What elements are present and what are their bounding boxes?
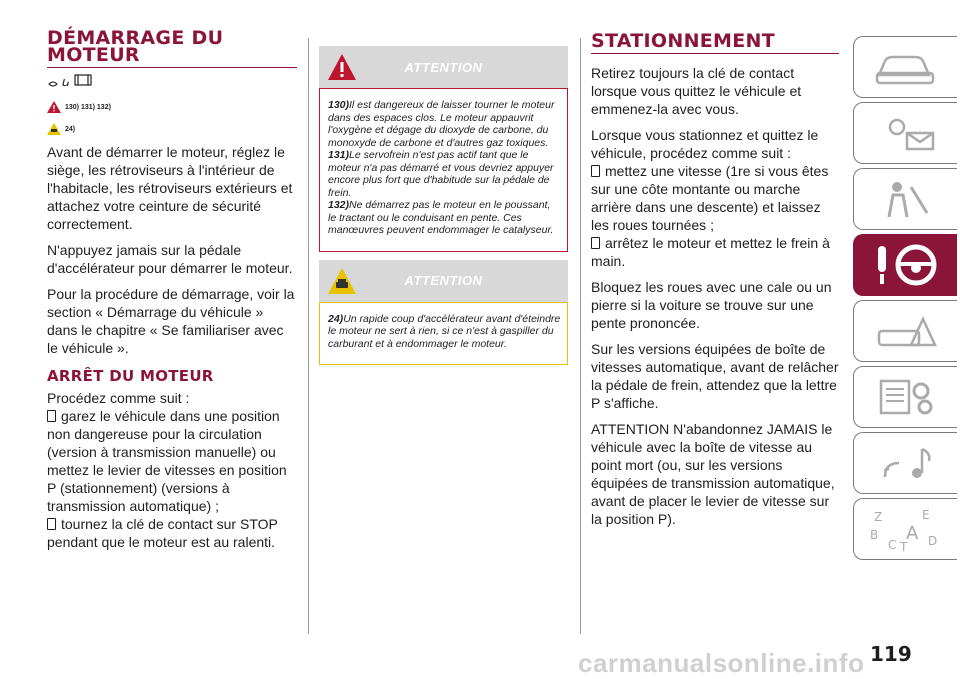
section-title-demarrage: DÉMARRAGE DU MOTEUR (47, 27, 224, 66)
svg-text:ꭎ: ꭎ (61, 75, 70, 90)
warning-lights-icon (871, 111, 941, 155)
title-rule (47, 67, 297, 68)
paragraph: Procédez comme suit : (47, 390, 190, 406)
tab-safety[interactable] (853, 168, 957, 230)
warning-item: 131)Le servofrein n'est pas actif tant que le moteur n'a pas démarré et vous devriez appuyer encore plus fort que d'habitude sur la pédale de frein. (328, 149, 554, 199)
column-warnings (319, 46, 568, 365)
car-icon (871, 45, 941, 89)
paragraph: ATTENTION N'abandonnez JAMAIS le véhicule avec la boîte de vitesse au point mort (ou, sur les versions équipées de transmission automatique, avant de placer le levier de vitesse sur la position P). (591, 421, 835, 527)
tab-maintenance[interactable] (853, 366, 957, 428)
svg-text:B: B (869, 528, 878, 542)
airbag-seat-icon (871, 177, 941, 221)
checkbox-bullet-icon (47, 410, 56, 422)
checkbox-bullet-icon (591, 237, 600, 249)
footer-watermark: carmanualsonline.info (578, 648, 865, 678)
tab-index[interactable] (853, 498, 957, 560)
caution-box (319, 302, 568, 366)
column-divider (580, 38, 581, 634)
subsection-title-arret: ARRÊT DU MOTEUR (47, 367, 214, 385)
svg-text:C: C (887, 538, 896, 552)
multimedia-icon (871, 441, 941, 485)
caution-refs: 24) (47, 123, 297, 135)
breakdown-icon (871, 309, 941, 353)
tab-emergency[interactable] (853, 300, 957, 362)
warning-item: 130)Il est dangereux de laisser tourner le moteur dans des espaces clos. Le moteur appauvrit l'oxygène et dégage du dioxyde de carbone, du monoxyde de carbone et d'autres gaz toxiques. (328, 99, 555, 149)
paragraph: Avant de démarrer le moteur, réglez le siège, les rétroviseurs à l'intérieur de l'habitacle, les rétroviseurs extérieurs et attachez votre ceinture de sécurité correctement. (47, 144, 293, 232)
page-number: 119 (870, 642, 912, 666)
section-title-stationnement: STATIONNEMENT (591, 30, 776, 52)
checkbox-bullet-icon (47, 518, 56, 530)
column-stationnement (591, 30, 839, 536)
key-steering-wheel-icon (866, 240, 946, 290)
gasoline-symbol-icon (47, 72, 297, 95)
paragraph: Pour la procédure de démarrage, voir la section « Démarrage du véhicule » dans le chapitre « Se familiariser avec le véhicule ». (47, 286, 295, 356)
caution-car-icon (327, 267, 357, 295)
paragraph: Lorsque vous stationnez et quittez le véhicule, procédez comme suit : (591, 127, 819, 161)
svg-text:E: E (921, 508, 930, 522)
tab-starting-driving[interactable] (853, 234, 957, 296)
svg-text:T: T (899, 540, 907, 553)
warning-triangle-icon (327, 53, 357, 81)
index-letters-icon (866, 505, 946, 553)
list-item: tournez la clé de contact sur STOP pendant que le moteur est au ralenti. (47, 516, 278, 550)
column-divider (308, 38, 309, 634)
warning-item: 132)Ne démarrez pas le moteur en le poussant, le tractant ou le conduisant en pente. Ces manœuvres peuvent endommager le catalyseur. (328, 199, 554, 236)
tab-multimedia[interactable] (853, 432, 957, 494)
caution-item: 24)Un rapide coup d'accélérateur avant d'éteindre le moteur ne sert à rien, si ce n'est à gaspiller du carburant et à endommager le moteur. (328, 312, 561, 350)
paragraph: N'appuyez jamais sur la pédale d'accélérateur pour démarrer le moteur. (47, 242, 293, 276)
svg-text:A: A (905, 523, 918, 544)
checkbox-bullet-icon (591, 165, 600, 177)
warning-refs: 130) 131) 132) (47, 101, 297, 113)
list-item: garez le véhicule dans une position non dangereuse pour la circulation (version à transmission manuelle) ou mettez le levier de vitesses en position P (stationnement) (versions à transmission automatique) ; (47, 408, 287, 514)
svg-text:Z: Z (873, 510, 882, 524)
warning-header: ATTENTION (319, 46, 568, 88)
list-item: arrêtez le moteur et mettez le frein à main. (591, 235, 830, 269)
caution-car-icon (47, 123, 61, 135)
tab-warning-lights[interactable] (853, 102, 957, 164)
paragraph: Bloquez les roues avec une cale ou un pierre si la voiture se trouve sur une pente prononcée. (591, 279, 832, 331)
paragraph: Retirez toujours la clé de contact lorsque vous quittez le véhicule et emmenez-la avec vous. (591, 65, 802, 117)
svg-text:D: D (927, 534, 937, 548)
column-demarrage (47, 27, 297, 551)
paragraph: Sur les versions équipées de boîte de vitesses automatique, avant de relâcher la pédale de frein, attendez que la lettre P s'affiche. (591, 341, 839, 411)
tab-car[interactable] (853, 36, 957, 98)
warning-box (319, 88, 568, 252)
list-item: mettez une vitesse (1re si vous êtes sur une côte montante ou marche arrière dans une descente) et laissez les roues tournées ; (591, 163, 829, 233)
chapter-tabs (853, 36, 957, 564)
maintenance-gears-icon (871, 375, 941, 419)
caution-header: ATTENTION (319, 260, 568, 302)
warning-triangle-icon (47, 101, 61, 113)
